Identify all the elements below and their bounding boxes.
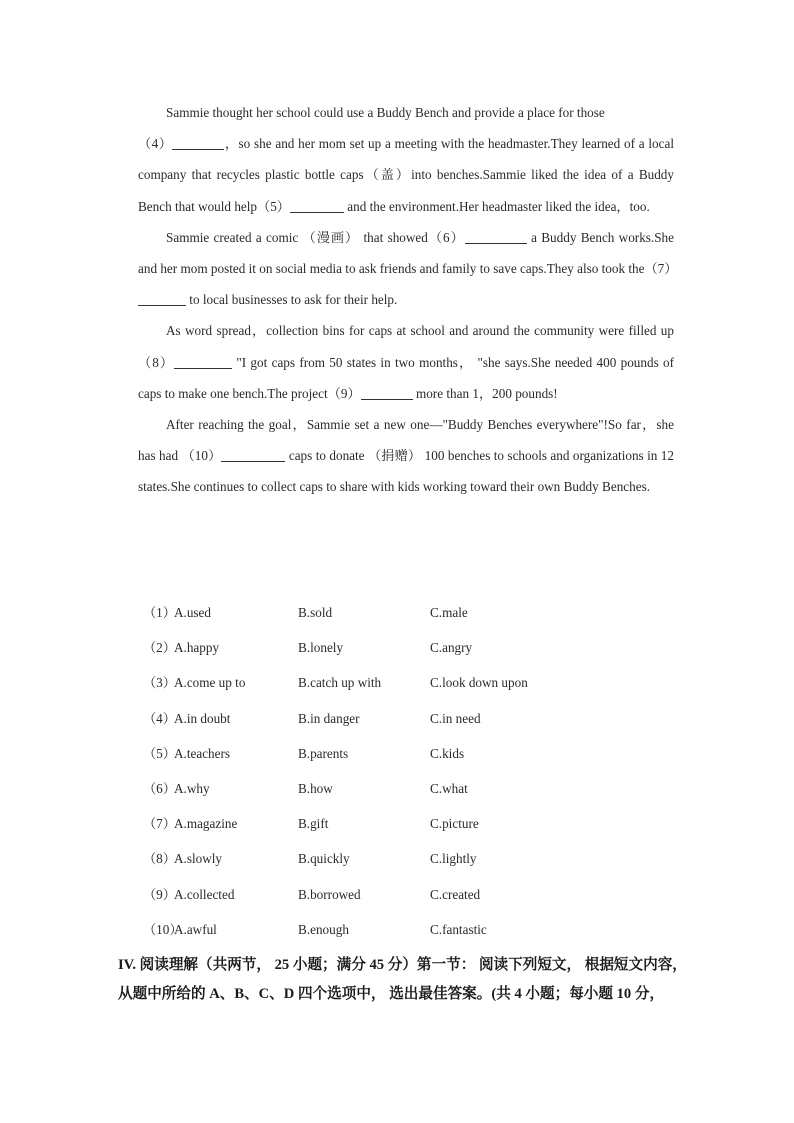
option-a[interactable]: A.in doubt bbox=[174, 710, 231, 726]
option-b[interactable]: B.borrowed bbox=[298, 886, 361, 902]
option-a[interactable]: A.why bbox=[174, 780, 210, 796]
option-b[interactable]: B.lonely bbox=[298, 640, 344, 656]
text: As word spread，collection bins for caps at school and around the community were filled up（8） bbox=[138, 323, 674, 370]
question-number: （8） bbox=[143, 851, 176, 867]
answer-blank-8[interactable] bbox=[174, 354, 232, 369]
section-heading-line-2: 从题中所给的 A、B、C、D 四个选项中， 选出最佳答案。(共 4 小题；每小题 10 分， bbox=[118, 986, 665, 1002]
option-c[interactable]: C.fantastic bbox=[430, 921, 487, 937]
question-number: （1） bbox=[143, 605, 176, 620]
option-a[interactable]: A.used bbox=[174, 605, 211, 620]
option-a[interactable]: A.collected bbox=[174, 886, 235, 902]
question-number: （4） bbox=[138, 136, 173, 152]
cloze-passage bbox=[138, 97, 678, 503]
option-c[interactable]: C.created bbox=[430, 886, 481, 902]
paragraph-3 bbox=[138, 315, 674, 409]
option-c[interactable]: C.look down upon bbox=[430, 675, 528, 691]
text: "I got caps from 50 states in two months， "she says.She needed 400 pounds of caps to make one bench.The project（9） bbox=[138, 354, 675, 401]
option-c[interactable]: C.angry bbox=[430, 640, 473, 656]
option-b[interactable]: B.in danger bbox=[298, 710, 360, 726]
option-a[interactable]: A.come up to bbox=[174, 675, 246, 691]
answer-blank-6[interactable] bbox=[465, 229, 527, 244]
question-number: （5） bbox=[143, 745, 176, 761]
option-c[interactable]: C.in need bbox=[430, 710, 481, 726]
text: After reaching the goal，Sammie set a new one—"Buddy Benches everywhere"!So far，she has had （10） bbox=[138, 417, 674, 464]
text: more than 1，200 pounds! bbox=[412, 385, 558, 401]
section-heading-line-1: IV. 阅读理解（共两节， 25 小题；满分 45 分）第一节： 阅读下列短文， 根据短文内容， bbox=[118, 957, 687, 973]
option-b[interactable]: B.parents bbox=[298, 745, 349, 761]
question-number: （9） bbox=[143, 886, 176, 902]
option-c[interactable]: C.kids bbox=[430, 745, 465, 761]
question-number: （3） bbox=[143, 675, 176, 691]
answer-blank-4[interactable] bbox=[172, 135, 224, 150]
text: a Buddy Bench works.She and her mom posted it on social media to ask friends and family to save caps.They also took the（7） bbox=[138, 229, 678, 277]
answer-blank-5[interactable] bbox=[290, 198, 344, 213]
text: and the environment.Her headmaster liked the idea，too. bbox=[344, 198, 650, 214]
option-b[interactable]: B.how bbox=[298, 780, 333, 796]
question-number: （2） bbox=[143, 640, 176, 656]
answer-blank-10[interactable] bbox=[221, 447, 285, 462]
option-c[interactable]: C.lightly bbox=[430, 851, 477, 867]
paragraph-2 bbox=[138, 222, 678, 316]
option-b[interactable]: B.sold bbox=[298, 605, 333, 620]
question-number: （4） bbox=[143, 710, 176, 726]
option-c[interactable]: C.picture bbox=[430, 816, 479, 832]
option-b[interactable]: B.quickly bbox=[298, 851, 350, 867]
option-a[interactable]: A.magazine bbox=[174, 816, 238, 832]
section-heading bbox=[118, 951, 687, 1009]
text: caps to donate （捐赠） 100 benches to schools and organizations in 12 states.She continues to collect caps to share with kids working toward their own Buddy Benches. bbox=[138, 448, 674, 495]
text: to local businesses to ask for their help. bbox=[186, 292, 398, 308]
option-b[interactable]: B.catch up with bbox=[298, 675, 382, 691]
option-a[interactable]: A.awful bbox=[174, 921, 217, 937]
text: Sammie thought her school could use a Buddy Bench and provide a place for those bbox=[166, 105, 605, 120]
text: Sammie created a comic （漫画） that showed（6） bbox=[166, 229, 465, 245]
option-b[interactable]: B.enough bbox=[298, 921, 349, 937]
question-number: （7） bbox=[143, 816, 176, 832]
question-number: （6） bbox=[143, 780, 176, 796]
answer-blank-9[interactable] bbox=[361, 385, 413, 400]
question-number: （10） bbox=[143, 921, 183, 937]
option-c[interactable]: C.what bbox=[430, 780, 468, 796]
paragraph-1 bbox=[138, 97, 674, 222]
answer-blank-7[interactable] bbox=[138, 291, 186, 306]
option-a[interactable]: A.happy bbox=[174, 640, 220, 656]
text: ，so she and her mom set up a meeting with the headmaster.They learned of a local company that recycles plastic bottle caps（盖）into benches.Sammie liked the idea of a Buddy Bench that would help（5） bbox=[138, 136, 675, 214]
option-a[interactable]: A.teachers bbox=[174, 745, 231, 761]
option-c[interactable]: C.male bbox=[430, 605, 468, 620]
option-b[interactable]: B.gift bbox=[298, 816, 329, 832]
option-a[interactable]: A.slowly bbox=[174, 851, 222, 867]
paragraph-4 bbox=[138, 409, 674, 503]
